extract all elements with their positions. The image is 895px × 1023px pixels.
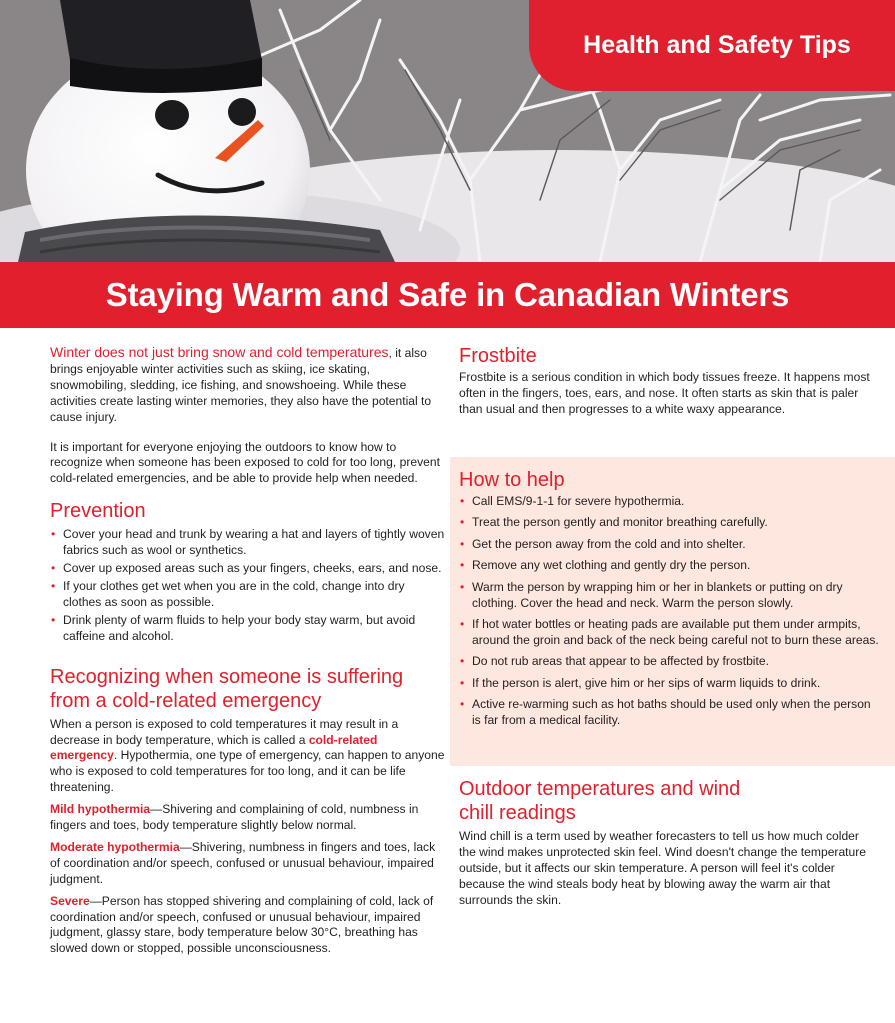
wind-chill-section (459, 777, 879, 923)
list-item: • Do not rub areas that appear to be affected by frostbite. (459, 654, 879, 670)
severe-hypothermia (50, 894, 445, 958)
intro-lead: Winter does not just bring snow and cold temperatures (50, 344, 389, 360)
prevention-list (50, 527, 445, 644)
frostbite-text: Frostbite is a serious condition in which body tissues freeze. It happens most often in the fingers, toes, ears, and nose. It often starts as skin that is paler than usual and then progresses to a white waxy appearance. (459, 370, 870, 416)
frostbite-heading: Frostbite (459, 345, 537, 367)
list-item: • Drink plenty of warm fluids to help your body stay warm, but avoid caffeine and alcohol. (50, 613, 445, 645)
list-item: • Remove any wet clothing and gently dry the person. (459, 558, 879, 574)
cold-related-emergency-term: cold-related emergency (50, 732, 378, 763)
recognizing-heading: Recognizing when someone is suffering from a cold-related emergency (50, 665, 404, 712)
recognizing-paragraph (50, 717, 445, 797)
list-item: • If your clothes get wet when you are in the cold, change into dry clothes as soon as possible. (50, 579, 445, 611)
list-item: • Active re-warming such as hot baths should be used only when the person is far from a medical facility. (459, 697, 879, 729)
list-item: • Get the person away from the cold and into shelter. (459, 537, 879, 553)
prevention-heading: Prevention (50, 500, 146, 523)
list-item: • If hot water bottles or heating pads are available put them under armpits, around the groin and back of the neck being careful not to burn these areas. (459, 617, 879, 649)
moderate-text: —Shivering, numbness in fingers and toes, lack of coordination and/or speech, confused or unusual behaviour, impaired judgment. (50, 839, 436, 886)
how-to-help-list (459, 494, 879, 729)
mild-hypothermia (50, 802, 445, 834)
moderate-label: Moderate hypothermia (50, 839, 180, 854)
how-to-help-heading: How to help (459, 469, 565, 491)
recognizing-text-b: . Hypothermia, one type of emergency, can happen to anyone who is exposed to cold temperatures for too long, and it can be life threatening. (50, 748, 445, 795)
wind-chill-text: Wind chill is a term used by weather forecasters to tell us how much colder the wind makes unprotected skin feel. Wind doesn't change the temperature outside, but it affects our skin temperature. A person will feel it's colder because the wind steals body heat by blowing away the warm air that surrounds the skin. (459, 829, 867, 907)
list-item: • If the person is alert, give him or her sips of warm liquids to drink. (459, 676, 879, 692)
wind-chill-heading: Outdoor temperatures and wind chill readings (459, 778, 741, 824)
intro-paragraph-2: It is important for everyone enjoying the outdoors to know how to recognize when someone has been exposed to cold for too long, prevent cold-related emergencies, and be able to provide help when needed. (50, 439, 440, 486)
intro-rest: , it also brings enjoyable winter activities such as skiing, ice skating, snowmobiling, sledding, ice fishing, and snowshoeing. While these activities create lasting winter memories, they also have the potential to cause injury. (50, 346, 432, 424)
list-item: • Cover your head and trunk by wearing a hat and layers of tightly woven fabrics such as wool or synthetics. (50, 527, 445, 559)
right-column (459, 344, 879, 432)
how-to-help-section (459, 468, 879, 734)
mild-label: Mild hypothermia (50, 802, 151, 817)
title-banner (0, 262, 895, 328)
intro-paragraph (50, 345, 445, 426)
tag-label: Health and Safety Tips (583, 31, 851, 59)
severe-text: —Person has stopped shivering and complaining of cold, lack of coordination and/or speech, confused or unusual behaviour, impaired judgment, glassy stare, body temperature below 30°C, breathing has slowed down or stopped, possible unconsciousness. (50, 893, 434, 956)
severe-label: Severe (50, 893, 90, 908)
list-item: • Warm the person by wrapping him or her in blankets or putting on dry clothing. Cover the head and neck. Warm the person slowly. (459, 580, 879, 612)
left-column (50, 345, 445, 957)
list-item: • Call EMS/9-1-1 for severe hypothermia. (459, 494, 879, 510)
recognizing-text-a: When a person is exposed to cold temperatures it may result in a decrease in body temperature, which is called a (50, 716, 399, 747)
moderate-hypothermia (50, 840, 445, 888)
list-item: • Cover up exposed areas such as your fingers, cheeks, ears, and nose. (50, 561, 445, 577)
mild-text: —Shivering and complaining of cold, numbness in fingers and toes, body temperature slightly below normal. (50, 802, 419, 833)
health-safety-tag (529, 0, 895, 91)
list-item: • Treat the person gently and monitor breathing carefully. (459, 515, 879, 531)
page-title: Staying Warm and Safe in Canadian Winters (105, 276, 790, 313)
